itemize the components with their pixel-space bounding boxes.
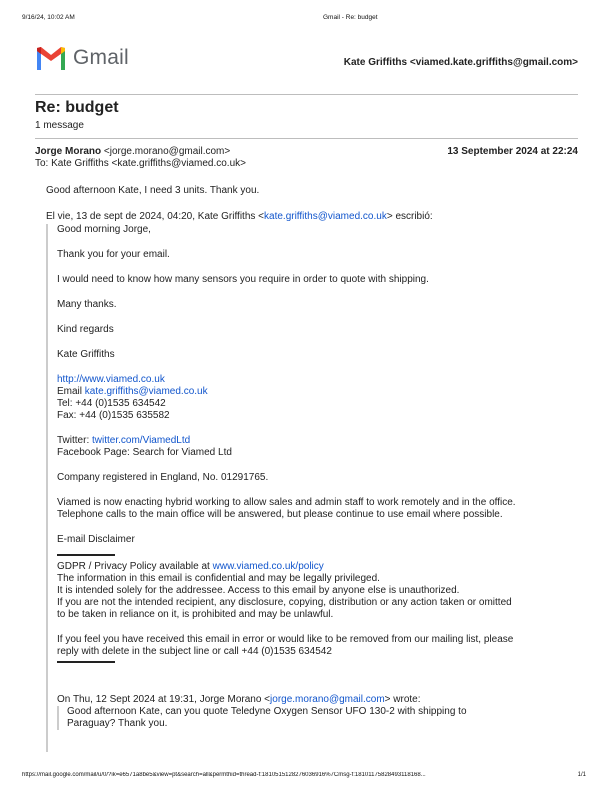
disclaimer-text: If you feel you have received this email in error or would like to be removed from our mailing list, please [57,634,514,645]
gmail-logo [35,46,129,70]
website-link[interactable]: http://www.viamed.co.uk [57,374,165,385]
sender-email: <jorge.morano@gmail.com> [103,146,231,157]
quoted-message [46,224,591,752]
quoted-line: Thank you for your email. [57,249,170,260]
signature-name: Kate Griffiths [57,349,115,360]
message-count: 1 message [35,120,84,131]
disclaimer-text: to be taken in reliance on it, is prohibited and may be unlawful. [57,609,334,620]
message-from [35,146,230,157]
disclaimer-text: The information in this email is confidential and may be legally privileged. [57,573,380,584]
message-date: 13 September 2024 at 22:24 [447,146,578,157]
disclaimer-text: It is intended solely for the addressee. Access to this email by anyone else is unauthorized. [57,585,460,596]
sender-name: Jorge Morano [35,146,102,157]
signature-twitter: Twitter: twitter.com/ViamedLtd [57,435,191,446]
print-url: https://mail.google.com/mail/u/0/?ik=e6571a8be5&view=pt&search=all&permthid=thread-f:1810515128276036916%7Cmsg-f:18101175828493118168... [22,772,426,778]
signature-email: Email kate.griffiths@viamed.co.uk [57,386,208,397]
print-header [22,14,590,24]
thread-subject: Re: budget [35,99,119,116]
signature-fax: Fax: +44 (0)1535 635582 [57,410,170,421]
disclaimer-title: E-mail Disclaimer [57,534,135,545]
nested-quoted-message [57,706,591,730]
gmail-m-icon [35,46,67,70]
nested-email-link[interactable]: jorge.morano@gmail.com [270,694,385,705]
gmail-header [35,46,578,78]
page-number: 1/1 [577,772,586,778]
quoted-line: Kind regards [57,324,114,335]
divider [35,94,578,95]
nested-quote-attribution: On Thu, 12 Sept 2024 at 19:31, Jorge Morano <jorge.morano@gmail.com> wrote: [57,694,421,705]
quoted-greeting: Good morning Jorge, [57,224,151,235]
gdpr-line: GDPR / Privacy Policy available at www.viamed.co.uk/policy [57,561,324,572]
message-to: To: Kate Griffiths <kate.griffiths@viamed.co.uk> [35,158,246,169]
print-datetime: 9/16/24, 10:02 AM [22,14,75,21]
message-body: Good afternoon Kate, I need 3 units. Thank you. [46,185,260,196]
divider [35,138,578,139]
company-registration: Company registered in England, No. 01291765. [57,472,269,483]
disclaimer-text: reply with delete in the subject line or call +44 (0)1535 634542 [57,646,332,657]
policy-link[interactable]: www.viamed.co.uk/policy [212,561,324,572]
quoted-line: Many thanks. [57,299,117,310]
account-identity: Kate Griffiths <viamed.kate.griffiths@gmail.com> [343,57,578,68]
nested-quote-line: Paraguay? Thank you. [67,718,168,729]
signature-tel: Tel: +44 (0)1535 634542 [57,398,166,409]
separator-line [57,554,115,556]
quoted-line: I would need to know how many sensors you require in order to quote with shipping. [57,274,429,285]
hybrid-notice: Viamed is now enacting hybrid working to allow sales and admin staff to work remotely and in the office. [57,497,516,508]
quote-attribution: El vie, 13 de sept de 2024, 04:20, Kate Griffiths <kate.griffiths@viamed.co.uk> escribió: [46,211,433,222]
gmail-wordmark: Gmail [73,46,129,69]
signature-facebook: Facebook Page: Search for Viamed Ltd [57,447,232,458]
print-page-title: Gmail - Re: budget [323,14,378,21]
hybrid-notice: Telephone calls to the main office will be answered, but please continue to use email where possible. [57,509,503,520]
quote-email-link[interactable]: kate.griffiths@viamed.co.uk [264,211,387,222]
signature-email-link[interactable]: kate.griffiths@viamed.co.uk [84,386,208,397]
disclaimer-text: If you are not the intended recipient, any disclosure, copying, distribution or any action taken or omitted [57,597,512,608]
twitter-link[interactable]: twitter.com/ViamedLtd [92,435,191,446]
nested-quote-line: Good afternoon Kate, can you quote Teledyne Oxygen Sensor UFO 130-2 with shipping to [67,706,467,717]
separator-line [57,661,115,663]
print-footer [22,772,590,782]
